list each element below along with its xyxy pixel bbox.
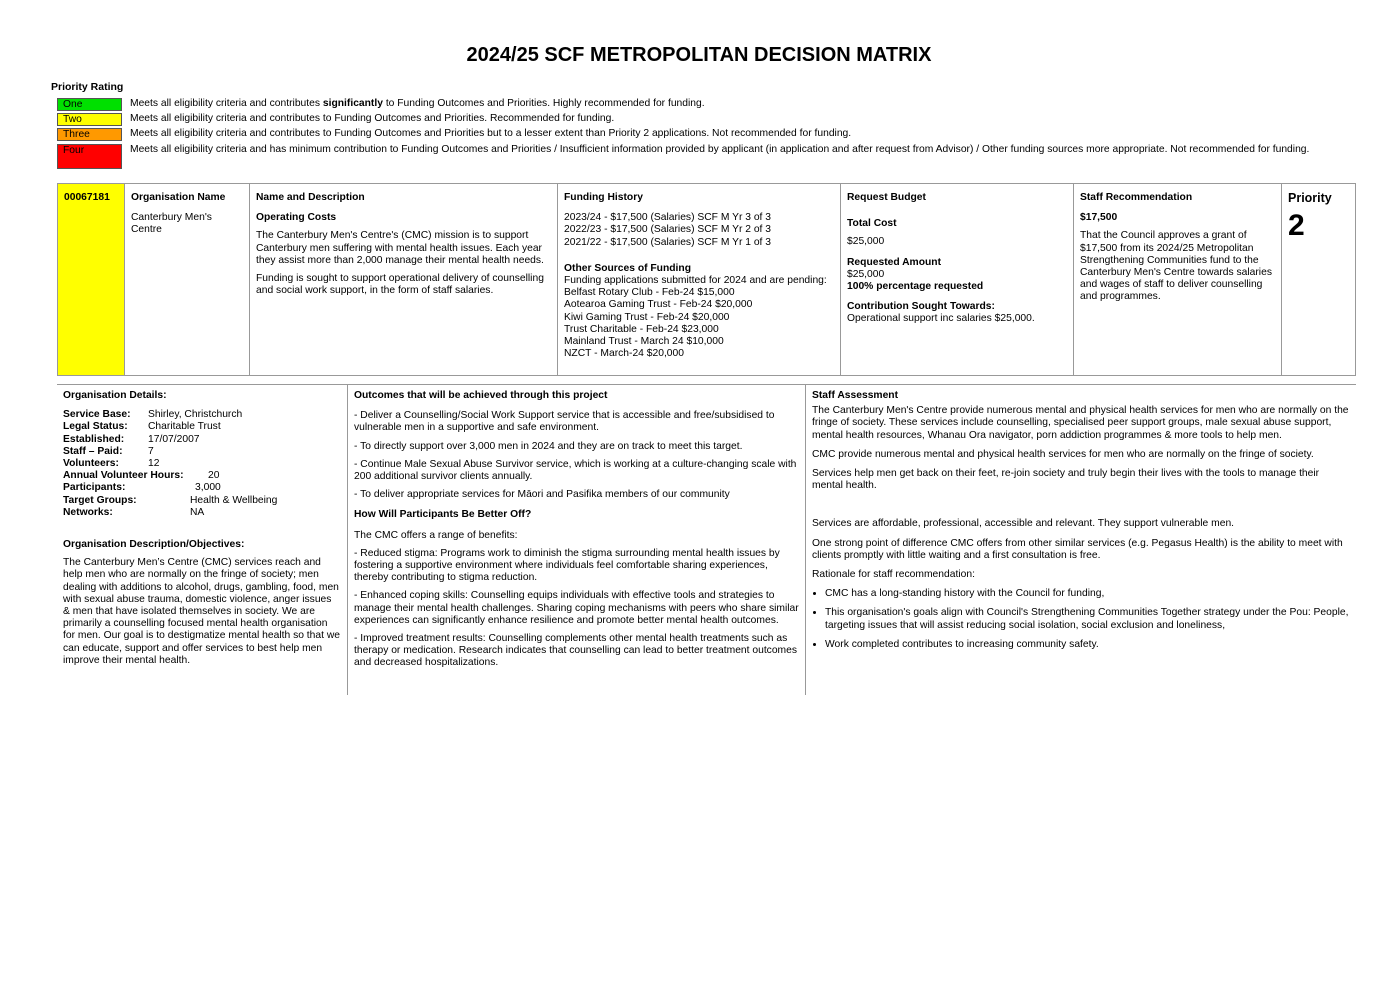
description-paragraph: Funding is sought to support operational delivery of counselling and social work support, in the form of staff salaries. <box>256 273 544 297</box>
priority-label-four: Four <box>57 144 122 169</box>
recommendation-text: That the Council approves a grant of $17,500 from its 2024/25 Metropolitan Strengthening Communities fund to the Canterbury Men's Centre towards salaries and wages of staff to deliver counselling and programmes. <box>1080 230 1272 303</box>
priority-value: 2 <box>1288 209 1305 243</box>
recommended-amount: $17,500 <box>1080 212 1118 224</box>
assessment-paragraph: One strong point of difference CMC offers from other similar services (e.g. Pegasus Health) is the ability to meet with clients promptly with little waiting and a first consultation is free. <box>812 537 1343 561</box>
organisation-details-panel <box>57 384 348 695</box>
rationale-intro: Rationale for staff recommendation: <box>812 569 975 581</box>
org-name-heading: Organisation Name <box>131 192 226 203</box>
priority-heading: Priority <box>1288 191 1332 205</box>
staff-recommendation-heading: Staff Recommendation <box>1080 192 1193 203</box>
organisation-name-cell <box>125 184 250 375</box>
org-description-text: The Canterbury Men’s Centre (CMC) services reach and help men who are normally on the fringe of society; men dealing with additions to alcohol, drugs, gambling, food, men with sexual abuse trauma, domestic violence, anger issues & men that have isolated themselves in society. We are primarily a counselling focused mental health organisation for men. Our goal is to destigmatize mental health so that we can educate, support and offer services to best help men improve their mental health. <box>63 557 341 666</box>
funding-history-item: 2022/23 - $17,500 (Salaries) SCF M Yr 2 of 3 <box>564 224 771 236</box>
funding-history-item: 2021/22 - $17,500 (Salaries) SCF M Yr 1 of 3 <box>564 236 771 248</box>
priority-text-four: Meets all eligibility criteria and has minimum contribution to Funding Outcomes and Priorities / Insufficient information provided by applicant (in application and after request from Advisor) / Other funding sources more appropriate. Not recommended for funding. <box>130 144 1310 155</box>
application-table <box>57 183 1356 376</box>
request-budget-heading: Request Budget <box>847 192 926 203</box>
other-source-item: NZCT - March-24 $20,000 <box>564 348 684 360</box>
other-source-item: Kiwi Gaming Trust - Feb-24 $20,000 <box>564 311 730 323</box>
page-title: 2024/25 SCF METROPOLITAN DECISION MATRIX <box>466 44 932 66</box>
priority-label-three: Three <box>57 128 122 141</box>
detail-row: Service Base: Shirley, Christchurch <box>63 409 243 421</box>
outcome-item: - Continue Male Sexual Abuse Survivor service, which is working at a culture-changing scale with 200 additional survivor clients annually. <box>354 458 797 483</box>
detail-row: Volunteers: 12 <box>63 458 160 470</box>
outcomes-heading: Outcomes that will be achieved through this project <box>354 390 608 401</box>
assessment-paragraph: The Canterbury Men's Centre provide numerous mental and physical health services for men who are normally on the fringe of society. These services include counselling, specialised peer support groups, male sexual abuse support, mental health resources, Whanau Ora navigator, porn addiction programmes & more tools to help men. <box>812 405 1349 441</box>
request-budget-cell <box>841 184 1074 375</box>
staff-assessment-panel <box>806 384 1356 695</box>
funding-history-cell <box>558 184 841 375</box>
outcome-item: - Deliver a Counselling/Social Work Support service that is accessible and free/subsidised to vulnerable men in a supportive and safe environment. <box>354 410 775 434</box>
better-off-heading: How Will Participants Be Better Off? <box>354 509 532 521</box>
other-sources-intro: Funding applications submitted for 2024 and are pending: <box>564 275 827 287</box>
assessment-paragraph: Services help men get back on their feet, re-join society and truly begin their lives with the tools to manage their mental health. <box>812 468 1320 492</box>
total-cost-value: $25,000 <box>847 236 885 248</box>
application-id-cell <box>58 184 125 375</box>
rationale-item: • This organisation's goals align with Council's Strengthening Communities Together strategy under the Pou: People, targeting issues that will assist reducing social isolation, social exclusion and loneliness, <box>825 607 1350 631</box>
rationale-item: • Work completed contributes to increasing community safety. <box>825 639 1350 651</box>
rationale-list <box>812 588 1350 651</box>
requested-amount-label: Requested Amount <box>847 256 942 268</box>
other-source-item: Trust Charitable - Feb-24 $23,000 <box>564 323 719 335</box>
project-name: Operating Costs <box>256 212 337 224</box>
detail-row: Participants: 3,000 <box>63 482 221 494</box>
staff-assessment-heading: Staff Assessment <box>812 390 899 401</box>
rationale-item: • CMC has a long-standing history with the Council for funding, <box>825 588 1350 600</box>
other-sources-heading: Other Sources of Funding <box>564 262 691 274</box>
priority-text-one: Meets all eligibility criteria and contributes significantly to Funding Outcomes and Priorities. Highly recommended for funding. <box>130 98 705 109</box>
description-paragraph: The Canterbury Men's Centre's (CMC) mission is to support Canterbury men suffering with mental health issues. Each year they assist more than 2,000 manage their mental health needs. <box>256 230 544 266</box>
detail-row: Staff – Paid: 7 <box>63 445 154 457</box>
funding-history-item: 2023/24 - $17,500 (Salaries) SCF M Yr 3 of 3 <box>564 212 771 224</box>
detail-row: Networks: NA <box>63 506 205 518</box>
org-details-heading: Organisation Details: <box>63 390 167 401</box>
total-cost-label: Total Cost <box>847 218 897 230</box>
detail-row: Annual Volunteer Hours: 20 <box>63 470 220 482</box>
detail-row: Legal Status: Charitable Trust <box>63 421 221 433</box>
assessment-paragraph: CMC provide numerous mental and physical health services for men who are normally on the fringe of society. <box>812 448 1314 460</box>
outcomes-panel <box>348 384 806 695</box>
staff-recommendation-cell <box>1074 184 1282 375</box>
priority-text-two: Meets all eligibility criteria and contributes to Funding Outcomes and Priorities. Recommended for funding. <box>130 113 615 124</box>
priority-rating-heading: Priority Rating <box>51 81 124 93</box>
benefit-item: - Improved treatment results: Counselling complements other mental health treatments such as therapy or medication. Research indicates that counselling can lead to better treatment outcomes and decreased hospitalizations. <box>354 633 798 669</box>
priority-label-one: One <box>57 98 122 111</box>
benefit-item: - Reduced stigma: Programs work to diminish the stigma surrounding mental health issues by fostering a supportive environment where individuals feel comfortable sharing experiences, thereby contributing to stigma reduction. <box>354 547 780 584</box>
other-source-item: Mainland Trust - March 24 $10,000 <box>564 336 724 348</box>
outcome-item: - To deliver appropriate services for Māori and Pasifika members of our community <box>354 489 730 501</box>
contribution-value: Operational support inc salaries $25,000. <box>847 313 1035 325</box>
priority-text-three: Meets all eligibility criteria and contributes to Funding Outcomes and Priorities but to a lesser extent than Priority 2 applications. Not recommended for funding. <box>130 128 852 139</box>
org-name: Canterbury Men's Centre <box>131 212 212 236</box>
name-description-cell <box>250 184 558 375</box>
outcome-item: - To directly support over 3,000 men in 2024 and they are on track to meet this target. <box>354 440 743 452</box>
other-source-item: Belfast Rotary Club - Feb-24 $15,000 <box>564 287 735 299</box>
detail-row: Established: 17/07/2007 <box>63 433 200 445</box>
funding-history-heading: Funding History <box>564 192 643 203</box>
percentage-requested: 100% percentage requested <box>847 281 984 293</box>
benefit-item: - Enhanced coping skills: Counselling equips individuals with effective tools and strategies to manage their mental health challenges. Sharing coping mechanisms with peers who share similar experiences can significantly enhance resilience and promote better mental health outcomes. <box>354 590 799 626</box>
name-description-heading: Name and Description <box>256 192 365 203</box>
assessment-paragraph: Services are affordable, professional, accessible and relevant. They support vulnerable men. <box>812 518 1235 530</box>
detail-row: Target Groups: Health & Wellbeing <box>63 494 278 506</box>
requested-amount-value: $25,000 <box>847 268 885 280</box>
application-id: 00067181 <box>64 192 110 203</box>
priority-cell <box>1282 184 1355 375</box>
priority-label-two: Two <box>57 113 122 126</box>
other-source-item: Aotearoa Gaming Trust - Feb-24 $20,000 <box>564 299 753 311</box>
contribution-label: Contribution Sought Towards: <box>847 301 995 313</box>
org-description-heading: Organisation Description/Objectives: <box>63 539 245 551</box>
better-off-intro: The CMC offers a range of benefits: <box>354 529 518 541</box>
